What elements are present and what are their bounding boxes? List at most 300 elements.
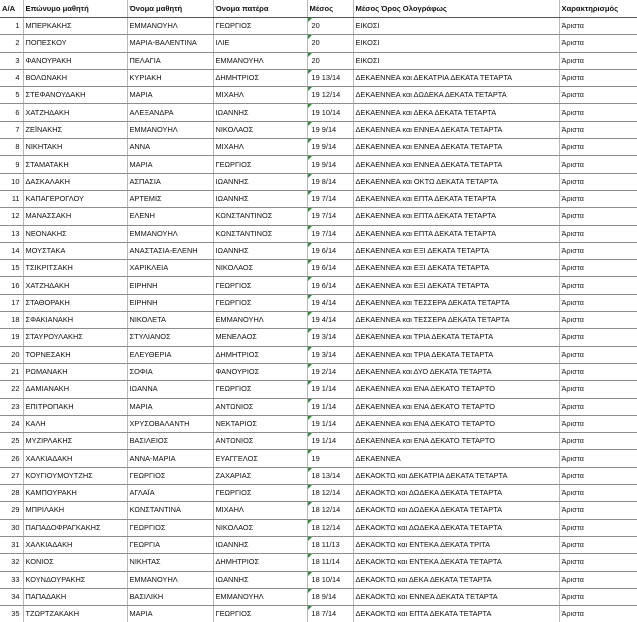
cell-father: ΔΗΜΗΤΡΙΟΣ [213,69,307,86]
cell-average [307,381,353,398]
cell-grade: Άριστα [559,398,637,415]
cell-average-value: 19 4/14 [311,297,337,307]
cell-average [307,415,353,432]
cell-grade: Άριστα [559,502,637,519]
cell-index: 31 [0,536,23,553]
cell-average [307,69,353,86]
cell-surname: ΖΕΪΝΑΚΗΣ [23,121,127,138]
cell-flag-icon [308,416,312,420]
header-average-words: Μέσος Όρος Ολογράφως [353,0,559,18]
table-row [0,588,637,605]
cell-average-words: ΔΕΚΑΕΝΝΕΑ [353,450,559,467]
cell-average [307,156,353,173]
cell-surname: ΤΟΡΝΕΣΑΚΗ [23,346,127,363]
cell-average-value: 19 9/14 [311,159,337,169]
cell-name: ΕΜΜΑΝΟΥΗΛ [127,571,213,588]
cell-grade: Άριστα [559,104,637,121]
table-row [0,502,637,519]
cell-name: ΑΝΑΣΤΑΣΙΑ-ΕΛΕΝΗ [127,242,213,259]
header-row [0,0,637,18]
cell-name: ΜΑΡΙΑ [127,606,213,622]
cell-surname: ΠΑΠΑΔΟΦΡΑΓΚΑΚΗΣ [23,519,127,536]
cell-average-value: 19 6/14 [311,263,337,273]
cell-index: 21 [0,363,23,380]
cell-average-words: ΔΕΚΑΟΚΤΩ και ΔΕΚΑ ΔΕΚΑΤΑ ΤΕΤΑΡΤΑ [353,571,559,588]
cell-average [307,467,353,484]
cell-grade: Άριστα [559,519,637,536]
cell-name: ΓΕΩΡΓΙΟΣ [127,519,213,536]
cell-name: ΕΜΜΑΝΟΥΗΛ [127,225,213,242]
cell-father: ΖΑΧΑΡΙΑΣ [213,467,307,484]
cell-index: 28 [0,485,23,502]
cell-surname: ΣΤΕΦΑΝΟΥΔΑΚΗ [23,87,127,104]
cell-flag-icon [308,312,312,316]
cell-flag-icon [308,347,312,351]
cell-surname: ΚΟΝΙΟΣ [23,554,127,571]
cell-grade: Άριστα [559,450,637,467]
cell-average-value: 19 13/14 [311,73,341,83]
cell-average-value: 19 10/14 [311,107,341,117]
cell-father: ΙΛΙΕ [213,35,307,52]
table-row [0,398,637,415]
cell-index: 35 [0,606,23,622]
cell-grade: Άριστα [559,485,637,502]
cell-average [307,571,353,588]
cell-average-words: ΔΕΚΑΕΝΝΕΑ και ΤΕΣΣΕΡΑ ΔΕΚΑΤΑ ΤΕΤΑΡΤΑ [353,312,559,329]
cell-flag-icon [308,381,312,385]
cell-grade: Άριστα [559,225,637,242]
cell-flag-icon [308,87,312,91]
cell-flag-icon [308,433,312,437]
cell-index: 8 [0,139,23,156]
cell-average-words: ΔΕΚΑΟΚΤΩ και ΔΩΔΕΚΑ ΔΕΚΑΤΑ ΤΕΤΑΡΤΑ [353,485,559,502]
cell-grade: Άριστα [559,381,637,398]
cell-grade: Άριστα [559,312,637,329]
cell-average [307,519,353,536]
cell-average-words: ΔΕΚΑΕΝΝΕΑ και ΕΝΝΕΑ ΔΕΚΑΤΑ ΤΕΤΑΡΤΑ [353,139,559,156]
cell-father: ΝΕΚΤΑΡΙΟΣ [213,415,307,432]
cell-average [307,242,353,259]
cell-father: ΜΙΧΑΗΛ [213,502,307,519]
cell-index: 4 [0,69,23,86]
cell-name: ΣΟΦΙΑ [127,363,213,380]
cell-flag-icon [308,104,312,108]
cell-average-words: ΔΕΚΑΟΚΤΩ και ΔΩΔΕΚΑ ΔΕΚΑΤΑ ΤΕΤΑΡΤΑ [353,519,559,536]
cell-average-value: 19 9/14 [311,142,337,152]
cell-grade: Άριστα [559,294,637,311]
header-average: Μέσος [307,0,353,18]
cell-surname: ΣΤΑΜΑΤΑΚΗ [23,156,127,173]
table-row [0,485,637,502]
cell-flag-icon [308,572,312,576]
cell-average-value: 19 9/14 [311,124,337,134]
cell-father: ΜΙΧΑΗΛ [213,87,307,104]
cell-flag-icon [308,156,312,160]
cell-average-value: 19 1/14 [311,401,337,411]
cell-average [307,87,353,104]
cell-name: ΕΜΜΑΝΟΥΗΛ [127,121,213,138]
cell-average-value: 19 7/14 [311,211,337,221]
cell-name: ΑΣΠΑΣΙΑ [127,173,213,190]
cell-average-value: 19 6/14 [311,246,337,255]
cell-surname: ΣΦΑΚΙΑΝΑΚΗ [23,312,127,329]
cell-average-value: 18 10/14 [311,574,341,584]
cell-average-value: 19 12/14 [311,90,341,100]
cell-surname: ΡΩΜΑΝΑΚΗ [23,363,127,380]
cell-flag-icon [308,18,312,22]
cell-index: 29 [0,502,23,519]
cell-father: ΝΙΚΟΛΑΟΣ [213,519,307,536]
cell-name: ΕΛΕΥΘΕΡΙΑ [127,346,213,363]
table-row [0,450,637,467]
table-row [0,139,637,156]
table-row [0,242,637,259]
cell-surname: ΧΑΤΖΗΔΑΚΗ [23,277,127,294]
cell-average-words: ΔΕΚΑΟΚΤΩ και ΕΝΤΕΚΑ ΔΕΚΑΤΑ ΤΕΤΑΡΤΑ [353,554,559,571]
cell-grade: Άριστα [559,277,637,294]
cell-name: ΜΑΡΙΑ [127,156,213,173]
cell-average-words: ΔΕΚΑΕΝΝΕΑ και ΕΞΙ ΔΕΚΑΤΑ ΤΕΤΑΡΤΑ [353,242,559,259]
cell-grade: Άριστα [559,433,637,450]
cell-index: 17 [0,294,23,311]
table-row [0,536,637,553]
cell-grade: Άριστα [559,363,637,380]
cell-index: 15 [0,260,23,277]
cell-average-words: ΕΙΚΟΣΙ [353,52,559,69]
cell-grade: Άριστα [559,156,637,173]
cell-surname: ΔΑΜΙΑΝΑΚΗ [23,381,127,398]
cell-average-value: 19 3/14 [311,332,337,342]
cell-average-value: 19 1/14 [311,436,337,446]
cell-surname: ΧΑΛΚΙΑΔΑΚΗ [23,536,127,553]
cell-surname: ΝΙΚΗΤΑΚΗ [23,139,127,156]
table-body [0,18,637,622]
cell-average [307,121,353,138]
cell-grade: Άριστα [559,121,637,138]
cell-name: ΑΓΛΑΪΑ [127,485,213,502]
table-row [0,433,637,450]
cell-average-value: 18 12/14 [311,522,341,532]
cell-father: ΝΙΚΟΛΑΟΣ [213,260,307,277]
cell-surname: ΒΟΛΩΝΑΚΗ [23,69,127,86]
cell-average [307,35,353,52]
cell-grade: Άριστα [559,467,637,484]
cell-average-words: ΔΕΚΑΕΝΝΕΑ και ΕΠΤΑ ΔΕΚΑΤΑ ΤΕΤΑΡΤΑ [353,190,559,207]
cell-average-value: 19 1/14 [311,384,337,394]
cell-index: 13 [0,225,23,242]
cell-index: 32 [0,554,23,571]
cell-flag-icon [308,35,312,39]
cell-flag-icon [308,485,312,489]
table-row [0,208,637,225]
cell-flag-icon [308,399,312,403]
cell-average-words: ΔΕΚΑΕΝΝΕΑ και ΔΕΚΑ ΔΕΚΑΤΑ ΤΕΤΑΡΤΑ [353,104,559,121]
table-row [0,571,637,588]
table-row [0,35,637,52]
cell-father: ΚΩΝΣΤΑΝΤΙΝΟΣ [213,225,307,242]
cell-grade: Άριστα [559,606,637,622]
table-row [0,69,637,86]
cell-name: ΕΜΜΑΝΟΥΗΛ [127,18,213,35]
cell-name: ΑΡΤΕΜΙΣ [127,190,213,207]
cell-surname: ΧΑΛΚΙΑΔΑΚΗ [23,450,127,467]
header-grade: Χαρακτηρισμός [559,0,637,18]
cell-average [307,294,353,311]
cell-flag-icon [308,537,312,541]
cell-name: ΕΙΡΗΝΗ [127,294,213,311]
cell-surname: ΜΠΡΙΛΑΚΗ [23,502,127,519]
cell-average-words: ΔΕΚΑΕΝΝΕΑ και ΕΞΙ ΔΕΚΑΤΑ ΤΕΤΑΡΤΑ [353,260,559,277]
table-row [0,519,637,536]
cell-father: ΓΕΩΡΓΙΟΣ [213,156,307,173]
table-row [0,312,637,329]
table-row [0,415,637,432]
cell-index: 20 [0,346,23,363]
cell-average [307,536,353,553]
cell-grade: Άριστα [559,173,637,190]
cell-average [307,606,353,622]
cell-grade: Άριστα [559,588,637,605]
cell-index: 23 [0,398,23,415]
cell-surname: ΕΠΙΤΡΟΠΑΚΗ [23,398,127,415]
cell-average-value: 18 11/13 [311,540,340,550]
cell-father: ΝΙΚΟΛΑΟΣ [213,121,307,138]
cell-average [307,398,353,415]
cell-average [307,225,353,242]
cell-father: ΔΗΜΗΤΡΙΟΣ [213,554,307,571]
cell-father: ΓΕΩΡΓΙΟΣ [213,485,307,502]
cell-average-words: ΔΕΚΑΕΝΝΕΑ και ΤΡΙΑ ΔΕΚΑΤΑ ΤΕΤΑΡΤΑ [353,346,559,363]
cell-average-words: ΔΕΚΑΕΝΝΕΑ και ΟΚΤΩ ΔΕΚΑΤΑ ΤΕΤΑΡΤΑ [353,173,559,190]
cell-flag-icon [308,364,312,368]
cell-average-value: 18 12/14 [311,505,341,515]
cell-average-words: ΔΕΚΑΕΝΝΕΑ και ΤΕΣΣΕΡΑ ΔΕΚΑΤΑ ΤΕΤΑΡΤΑ [353,294,559,311]
cell-average-value: 20 [311,55,320,65]
table-row [0,260,637,277]
cell-grade: Άριστα [559,69,637,86]
cell-average-words: ΔΕΚΑΟΚΤΩ και ΔΩΔΕΚΑ ΔΕΚΑΤΑ ΤΕΤΑΡΤΑ [353,502,559,519]
cell-father: ΜΙΧΑΗΛ [213,139,307,156]
cell-grade: Άριστα [559,35,637,52]
cell-father: ΑΝΤΩΝΙΟΣ [213,398,307,415]
cell-name: ΒΑΣΙΛΕΙΟΣ [127,433,213,450]
cell-surname: ΧΑΤΖΗΔΑΚΗ [23,104,127,121]
cell-average [307,18,353,35]
cell-average-value: 19 7/14 [311,228,337,238]
table-row [0,156,637,173]
cell-flag-icon [308,554,312,558]
cell-flag-icon [308,277,312,281]
cell-flag-icon [308,450,312,454]
cell-flag-icon [308,191,312,195]
cell-father: ΙΩΑΝΝΗΣ [213,190,307,207]
cell-average-words: ΔΕΚΑΕΝΝΕΑ και ΕΞΙ ΔΕΚΑΤΑ ΤΕΤΑΡΤΑ [353,277,559,294]
cell-surname: ΝΕΟΝΑΚΗΣ [23,225,127,242]
cell-average-words: ΔΕΚΑΕΝΝΕΑ και ΕΠΤΑ ΔΕΚΑΤΑ ΤΕΤΑΡΤΑ [353,208,559,225]
cell-average [307,139,353,156]
cell-flag-icon [308,243,312,247]
cell-father: ΙΩΑΝΝΗΣ [213,104,307,121]
cell-index: 5 [0,87,23,104]
cell-surname: ΜΠΕΡΚΑΚΗΣ [23,18,127,35]
cell-father: ΓΕΩΡΓΙΟΣ [213,606,307,622]
cell-index: 10 [0,173,23,190]
cell-grade: Άριστα [559,242,637,259]
cell-father: ΦΑΝΟΥΡΙΟΣ [213,363,307,380]
cell-name: ΕΙΡΗΝΗ [127,277,213,294]
cell-index: 14 [0,242,23,259]
cell-surname: ΚΑΜΠΟΥΡΑΚΗ [23,485,127,502]
cell-flag-icon [308,606,312,610]
cell-father: ΑΝΤΩΝΙΟΣ [213,433,307,450]
cell-index: 6 [0,104,23,121]
table-row [0,329,637,346]
cell-average-words: ΔΕΚΑΕΝΝΕΑ και ΤΡΙΑ ΔΕΚΑΤΑ ΤΕΤΑΡΤΑ [353,329,559,346]
header-index: Α/Α [0,0,23,18]
cell-grade: Άριστα [559,415,637,432]
cell-grade: Άριστα [559,139,637,156]
cell-surname: ΜΑΝΑΣΣΑΚΗ [23,208,127,225]
cell-father: ΜΕΝΕΛΑΟΣ [213,329,307,346]
table-row [0,173,637,190]
cell-index: 22 [0,381,23,398]
cell-index: 1 [0,18,23,35]
cell-average [307,312,353,329]
cell-average [307,277,353,294]
cell-index: 30 [0,519,23,536]
table-row [0,52,637,69]
table-row [0,467,637,484]
cell-name: ΓΕΩΡΓΙΟΣ [127,467,213,484]
table-row [0,87,637,104]
cell-average [307,104,353,121]
cell-average-value: 19 8/14 [311,176,337,186]
table-row [0,606,637,622]
header-father: Όνομα πατέρα [213,0,307,18]
cell-flag-icon [308,208,312,212]
cell-average-value: 19 6/14 [311,280,337,290]
cell-name: ΕΛΕΝΗ [127,208,213,225]
cell-average [307,554,353,571]
cell-flag-icon [308,139,312,143]
table-row [0,381,637,398]
cell-average-words: ΔΕΚΑΕΝΝΕΑ και ΕΝΑ ΔΕΚΑΤΟ ΤΕΤΑΡΤΟ [353,398,559,415]
cell-index: 12 [0,208,23,225]
cell-grade: Άριστα [559,329,637,346]
cell-surname: ΔΑΣΚΑΛΑΚΗ [23,173,127,190]
cell-average-words: ΕΙΚΟΣΙ [353,35,559,52]
cell-flag-icon [308,329,312,333]
cell-average-words: ΔΕΚΑΕΝΝΕΑ και ΔΥΟ ΔΕΚΑΤΑ ΤΕΤΑΡΤΑ [353,363,559,380]
cell-father: ΙΩΑΝΝΗΣ [213,571,307,588]
table-row [0,104,637,121]
cell-name: ΙΩΑΝΝΑ [127,381,213,398]
cell-grade: Άριστα [559,18,637,35]
cell-index: 11 [0,190,23,207]
cell-father: ΕΜΜΑΝΟΥΗΛ [213,312,307,329]
cell-grade: Άριστα [559,571,637,588]
table-row [0,121,637,138]
cell-flag-icon [308,295,312,299]
cell-name: ΑΝΝΑ-ΜΑΡΙΑ [127,450,213,467]
cell-index: 7 [0,121,23,138]
table-row [0,554,637,571]
cell-name: ΣΤΥΛΙΑΝΟΣ [127,329,213,346]
cell-flag-icon [308,468,312,472]
table-row [0,294,637,311]
cell-name: ΜΑΡΙΑ [127,87,213,104]
cell-father: ΓΕΩΡΓΙΟΣ [213,277,307,294]
cell-name: ΓΕΩΡΓΙΑ [127,536,213,553]
cell-flag-icon [308,70,312,74]
cell-father: ΙΩΑΝΝΗΣ [213,242,307,259]
cell-surname: ΜΟΥΣΤΑΚΑ [23,242,127,259]
cell-father: ΙΩΑΝΝΗΣ [213,536,307,553]
cell-surname: ΜΥΖΙΡΛΑΚΗΣ [23,433,127,450]
cell-average-words: ΔΕΚΑΟΚΤΩ και ΕΝΤΕΚΑ ΔΕΚΑΤΑ ΤΡΙΤΑ [353,536,559,553]
cell-average [307,52,353,69]
cell-surname: ΠΑΠΑΔΑΚΗ [23,588,127,605]
cell-average-words: ΔΕΚΑΕΝΝΕΑ και ΕΠΤΑ ΔΕΚΑΤΑ ΤΕΤΑΡΤΑ [353,225,559,242]
cell-average-value: 18 7/14 [311,609,337,619]
cell-index: 34 [0,588,23,605]
cell-grade: Άριστα [559,536,637,553]
cell-father: ΕΜΜΑΝΟΥΗΛ [213,52,307,69]
cell-average [307,173,353,190]
cell-name: ΚΥΡΙΑΚΗ [127,69,213,86]
cell-average-words: ΔΕΚΑΟΚΤΩ και ΔΕΚΑΤΡΙΑ ΔΕΚΑΤΑ ΤΕΤΑΡΤΑ [353,467,559,484]
cell-average-value: 19 3/14 [311,349,337,359]
cell-average-words: ΔΕΚΑΕΝΝΕΑ και ΕΝΝΕΑ ΔΕΚΑΤΑ ΤΕΤΑΡΤΑ [353,156,559,173]
cell-average-value: 19 4/14 [311,315,337,325]
cell-average [307,190,353,207]
table-row [0,363,637,380]
cell-average [307,346,353,363]
cell-surname: ΚΟΥΝΔΟΥΡΑΚΗΣ [23,571,127,588]
cell-average [307,502,353,519]
cell-average [307,260,353,277]
cell-father: ΕΜΜΑΝΟΥΗΛ [213,588,307,605]
cell-flag-icon [308,502,312,506]
cell-average-value: 18 12/14 [311,488,341,498]
cell-surname: ΤΣΙΚΡΙΤΣΑΚΗ [23,260,127,277]
cell-name: ΜΑΡΙΑ [127,398,213,415]
cell-flag-icon [308,260,312,264]
cell-index: 26 [0,450,23,467]
cell-average-words: ΔΕΚΑΕΝΝΕΑ και ΔΕΚΑΤΡΙΑ ΔΕΚΑΤΑ ΤΕΤΑΡΤΑ [353,69,559,86]
cell-father: ΓΕΩΡΓΙΟΣ [213,18,307,35]
cell-index: 19 [0,329,23,346]
cell-average-value: 19 2/14 [311,367,337,377]
header-surname: Επώνυμο μαθητή [23,0,127,18]
cell-index: 25 [0,433,23,450]
cell-name: ΑΛΕΞΑΝΔΡΑ [127,104,213,121]
cell-surname: ΤΖΩΡΤΖΑΚΑΚΗ [23,606,127,622]
cell-grade: Άριστα [559,87,637,104]
cell-average-value: 18 9/14 [311,591,337,601]
cell-surname: ΚΑΠΑΓΕΡΟΓΛΟΥ [23,190,127,207]
cell-surname: ΚΟΥΓΙΟΥΜΟΥΤΖΗΣ [23,467,127,484]
cell-average [307,329,353,346]
cell-average-words: ΕΙΚΟΣΙ [353,18,559,35]
cell-average-value: 18 13/14 [311,470,341,480]
cell-average-value: 18 11/14 [311,557,340,567]
cell-name: ΑΝΝΑ [127,139,213,156]
cell-average [307,433,353,450]
cell-average-words: ΔΕΚΑΟΚΤΩ και ΕΝΝΕΑ ΔΕΚΑΤΑ ΤΕΤΑΡΤΑ [353,588,559,605]
cell-flag-icon [308,122,312,126]
table-row [0,346,637,363]
